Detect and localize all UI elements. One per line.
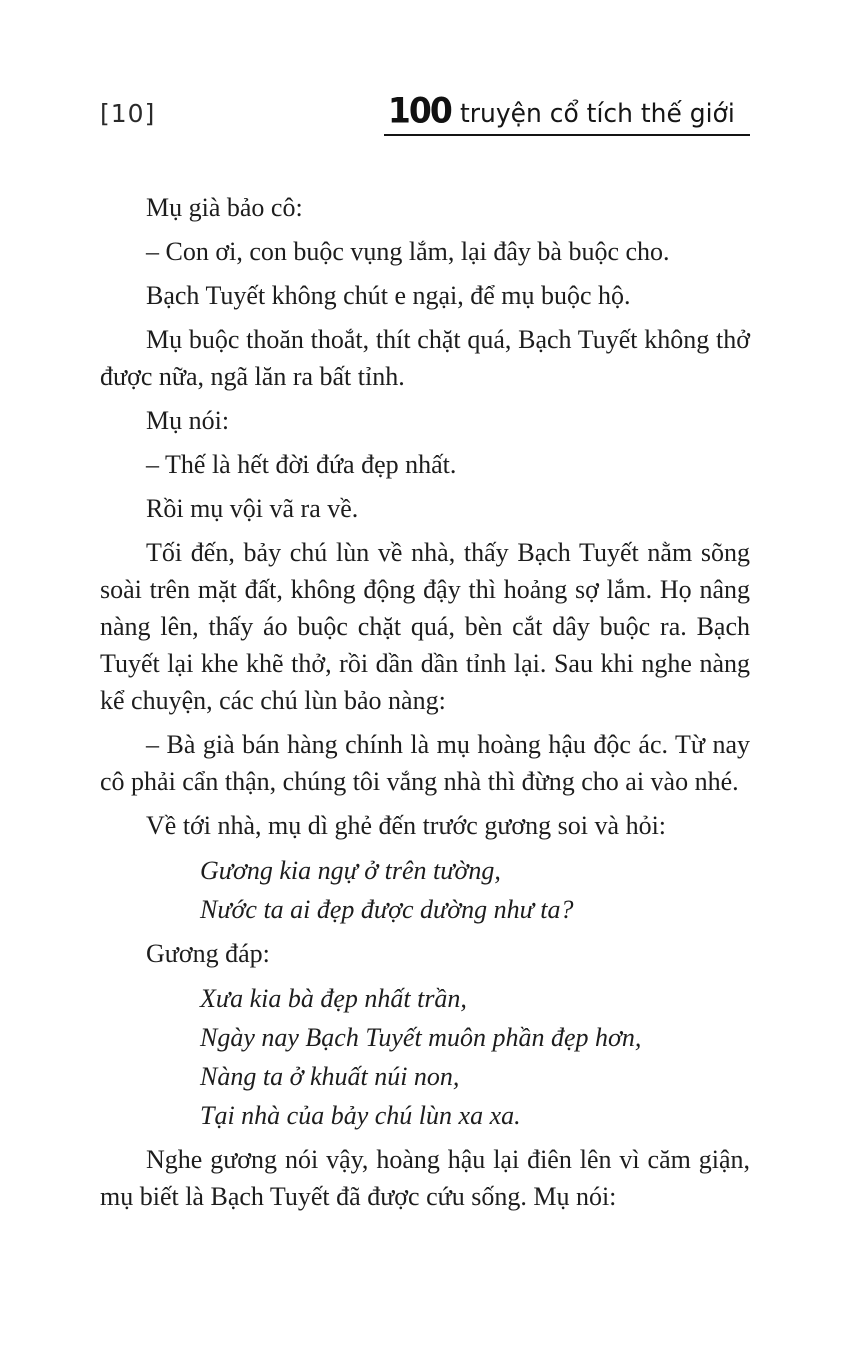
series-logo-number: 100 [387, 90, 451, 131]
verse [100, 979, 750, 1135]
verse-line: Ngày nay Bạch Tuyết muôn phần đẹp hơn, [200, 1023, 642, 1052]
paragraph: – Bà già bán hàng chính là mụ hoàng hậu độc ác. Từ nay cô phải cẩn thận, chúng tôi vắng nhà thì đừng cho ai vào nhé. [100, 730, 750, 796]
verse [100, 851, 750, 929]
verse-line: Nước ta ai đẹp được dường như ta? [200, 895, 574, 924]
paragraph: Rồi mụ vội vã ra về. [146, 494, 359, 523]
verse-line: Gương kia ngự ở trên tường, [200, 856, 501, 885]
paragraph: Nghe gương nói vậy, hoàng hậu lại điên lên vì căm giận, mụ biết là Bạch Tuyết đã được cứu sống. Mụ nói: [100, 1145, 750, 1211]
paragraph: Tối đến, bảy chú lùn về nhà, thấy Bạch Tuyết nằm sõng soài trên mặt đất, không động đậy thì hoảng sợ lắm. Họ nâng nàng lên, thấy áo buộc chặt quá, bèn cắt dây buộc ra. Bạch Tuyết lại khe khẽ thở, rồi dần dần tỉnh lại. Sau khi nghe nàng kể chuyện, các chú lùn bảo nàng: [100, 538, 750, 715]
paragraph: Về tới nhà, mụ dì ghẻ đến trước gương soi và hỏi: [146, 811, 667, 840]
verse-line: Xưa kia bà đẹp nhất trần, [200, 984, 467, 1013]
page-number: [10] [100, 99, 156, 128]
paragraph: Gương đáp: [146, 939, 270, 968]
paragraph: – Con ơi, con buộc vụng lắm, lại đây bà buộc cho. [146, 237, 670, 266]
paragraph: Bạch Tuyết không chút e ngại, để mụ buộc hộ. [146, 281, 631, 310]
paragraph: Mụ nói: [146, 406, 230, 435]
series-logo-title: truyện cổ tích thế giới [459, 99, 735, 129]
page-header [100, 90, 750, 136]
series-logo [384, 90, 750, 136]
paragraph: Mụ già bảo cô: [146, 193, 303, 222]
paragraph: – Thế là hết đời đứa đẹp nhất. [146, 450, 457, 479]
page-body [100, 189, 750, 1215]
verse-line: Tại nhà của bảy chú lùn xa xa. [200, 1101, 521, 1130]
paragraph: Mụ buộc thoăn thoắt, thít chặt quá, Bạch Tuyết không thở được nữa, ngã lăn ra bất tỉnh. [100, 325, 750, 391]
verse-line: Nàng ta ở khuất núi non, [200, 1062, 460, 1091]
